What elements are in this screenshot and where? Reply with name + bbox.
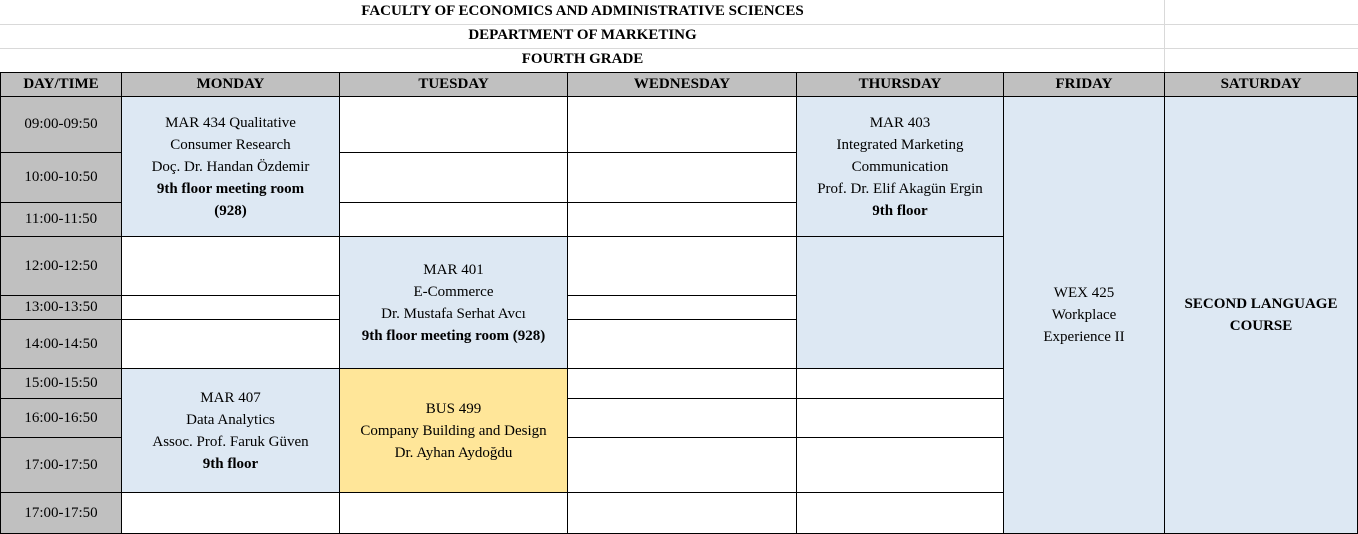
faculty-row [0,0,1358,25]
empty-cell [122,237,340,296]
empty-cell [568,237,797,296]
thursday-midday-block [797,237,1004,369]
schedule-table [0,72,1358,534]
time-slot: 17:00-17:50 [1,438,122,493]
course-title: Data Analytics [186,411,275,428]
empty-cell [797,399,1004,438]
empty-cell [568,97,797,153]
course-code: MAR 403 [869,114,931,131]
course-code: BUS 499 [425,400,482,417]
empty-cell [568,203,797,237]
course-instructor: Prof. Dr. Elif Akagün Ergin [817,180,983,197]
course-title: E-Commerce [413,283,494,300]
time-slot: 11:00-11:50 [1,203,122,237]
course-instructor: Doç. Dr. Handan Özdemir [151,158,310,175]
course-code: MAR 434 Qualitative [165,114,296,131]
empty-cell [340,203,568,237]
course-room: 9th floor [872,202,928,219]
column-header-row [1,73,1358,97]
time-slot: 10:00-10:50 [1,153,122,203]
course-code: WEX 425 [1053,285,1115,301]
col-header-thursday: THURSDAY [797,73,1004,97]
empty-cell [568,320,797,369]
course-room: 9th floor meeting room [156,180,305,197]
course-instructor: Dr. Mustafa Serhat Avcı [381,305,526,322]
course-room: 9th floor meeting room (928) [361,327,546,344]
course-title: Integrated Marketing [836,136,964,153]
empty-cell [122,493,340,534]
empty-cell [568,493,797,534]
col-header-friday: FRIDAY [1004,73,1165,97]
empty-cell [797,493,1004,534]
course-title: SECOND LANGUAGE [1184,296,1338,312]
course-second-language[interactable] [1165,97,1358,534]
empty-cell [340,97,568,153]
empty-cell [568,399,797,438]
empty-cell [568,369,797,399]
time-slot: 12:00-12:50 [1,237,122,296]
course-mar434[interactable] [122,97,340,237]
grade-row [0,49,1358,72]
time-slot: 14:00-14:50 [1,320,122,369]
course-mar407[interactable] [122,369,340,493]
empty-cell [568,296,797,320]
time-slot: 16:00-16:50 [1,399,122,438]
course-title: Communication [851,158,949,175]
course-code: MAR 407 [200,389,261,406]
col-header-monday: MONDAY [122,73,340,97]
col-header-saturday: SATURDAY [1165,73,1358,97]
faculty-title: FACULTY OF ECONOMICS AND ADMINISTRATIVE SCIENCES [361,3,804,19]
col-header-wednesday: WEDNESDAY [568,73,797,97]
course-mar403[interactable] [797,97,1004,237]
course-title: Consumer Research [170,136,291,153]
course-title: Company Building and Design [360,422,547,439]
time-slot: 09:00-09:50 [1,97,122,153]
course-wex425[interactable] [1004,97,1165,534]
empty-cell [122,296,340,320]
course-room: 9th floor [202,455,259,472]
grade-title: FOURTH GRADE [521,51,644,67]
course-bus499[interactable] [340,369,568,493]
time-slot: 17:00-17:50 [1,493,122,534]
empty-cell [568,438,797,493]
course-title: Experience II [1043,329,1125,345]
course-instructor: Assoc. Prof. Faruk Güven [152,433,309,450]
empty-cell [340,153,568,203]
time-slot: 13:00-13:50 [1,296,122,320]
col-header-daytime: DAY/TIME [1,73,122,97]
course-title: COURSE [1229,318,1293,334]
department-row [0,25,1358,49]
col-header-tuesday: TUESDAY [340,73,568,97]
course-title: Workplace [1051,307,1117,323]
empty-cell [797,369,1004,399]
department-title: DEPARTMENT OF MARKETING [468,27,697,43]
time-slot: 15:00-15:50 [1,369,122,399]
course-code: MAR 401 [423,261,484,278]
empty-cell [340,493,568,534]
empty-cell [797,438,1004,493]
course-mar401[interactable] [340,237,568,369]
course-room-number: (928) [214,202,247,219]
empty-cell [122,320,340,369]
course-instructor: Dr. Ayhan Aydoğdu [394,444,513,461]
empty-cell [568,153,797,203]
table-row [1,97,1358,153]
